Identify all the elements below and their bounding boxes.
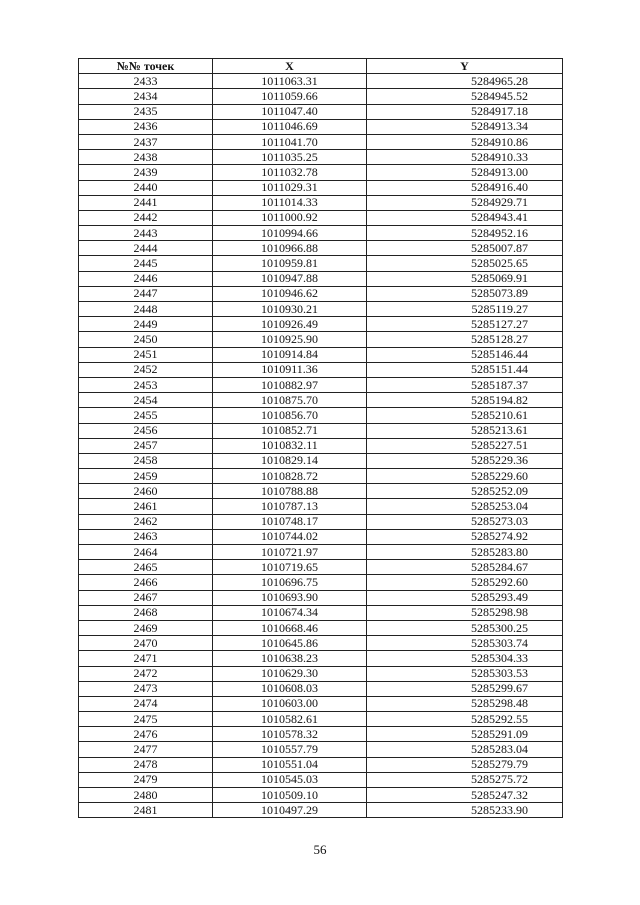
cell-x: 1010557.79 [213, 742, 367, 757]
cell-x: 1010926.49 [213, 317, 367, 332]
table-row [79, 514, 563, 529]
cell-y: 5285187.37 [367, 377, 563, 392]
cell-x: 1010829.14 [213, 453, 367, 468]
cell-point-number: 2477 [79, 742, 213, 757]
table-row [79, 347, 563, 362]
cell-point-number: 2433 [79, 74, 213, 89]
cell-y: 5285007.87 [367, 241, 563, 256]
cell-x: 1011000.92 [213, 210, 367, 225]
cell-x: 1010875.70 [213, 393, 367, 408]
cell-y: 5285273.03 [367, 514, 563, 529]
cell-y: 5285284.67 [367, 560, 563, 575]
cell-point-number: 2457 [79, 438, 213, 453]
cell-y: 5285073.89 [367, 286, 563, 301]
cell-point-number: 2462 [79, 514, 213, 529]
table-row [79, 757, 563, 772]
cell-y: 5285279.79 [367, 757, 563, 772]
header-x: X [213, 59, 367, 74]
table-row [79, 377, 563, 392]
cell-y: 5285247.32 [367, 788, 563, 803]
cell-point-number: 2435 [79, 104, 213, 119]
cell-x: 1010930.21 [213, 302, 367, 317]
cell-y: 5285300.25 [367, 620, 563, 635]
table-row [79, 423, 563, 438]
cell-x: 1010497.29 [213, 803, 367, 818]
table-row [79, 195, 563, 210]
page-number: 56 [313, 842, 327, 857]
table-row [79, 332, 563, 347]
cell-y: 5285253.04 [367, 499, 563, 514]
table-row [79, 803, 563, 818]
cell-point-number: 2440 [79, 180, 213, 195]
table-row [79, 575, 563, 590]
cell-point-number: 2438 [79, 150, 213, 165]
cell-point-number: 2476 [79, 727, 213, 742]
table-row [79, 74, 563, 89]
table-row [79, 696, 563, 711]
table-row [79, 408, 563, 423]
table-row [79, 453, 563, 468]
cell-x: 1010696.75 [213, 575, 367, 590]
cell-x: 1011046.69 [213, 119, 367, 134]
cell-y: 5285151.44 [367, 362, 563, 377]
cell-point-number: 2456 [79, 423, 213, 438]
cell-x: 1010788.88 [213, 484, 367, 499]
table-row [79, 393, 563, 408]
table-row [79, 636, 563, 651]
cell-point-number: 2480 [79, 788, 213, 803]
table-row [79, 256, 563, 271]
cell-y: 5284916.40 [367, 180, 563, 195]
cell-y: 5284910.33 [367, 150, 563, 165]
cell-y: 5285292.55 [367, 712, 563, 727]
table-row [79, 362, 563, 377]
table-row [79, 620, 563, 635]
cell-point-number: 2458 [79, 453, 213, 468]
cell-point-number: 2461 [79, 499, 213, 514]
cell-y: 5285146.44 [367, 347, 563, 362]
cell-y: 5285303.74 [367, 636, 563, 651]
table-body [79, 74, 563, 818]
cell-y: 5285213.61 [367, 423, 563, 438]
cell-point-number: 2439 [79, 165, 213, 180]
table-row [79, 119, 563, 134]
table-row [79, 605, 563, 620]
cell-x: 1010882.97 [213, 377, 367, 392]
cell-x: 1010608.03 [213, 681, 367, 696]
cell-x: 1010946.62 [213, 286, 367, 301]
cell-point-number: 2446 [79, 271, 213, 286]
cell-x: 1010787.13 [213, 499, 367, 514]
cell-y: 5285252.09 [367, 484, 563, 499]
cell-y: 5285283.80 [367, 545, 563, 560]
cell-point-number: 2481 [79, 803, 213, 818]
cell-point-number: 2463 [79, 529, 213, 544]
table-row [79, 651, 563, 666]
table-row [79, 772, 563, 787]
cell-point-number: 2474 [79, 696, 213, 711]
cell-x: 1010674.34 [213, 605, 367, 620]
cell-point-number: 2453 [79, 377, 213, 392]
cell-x: 1011035.25 [213, 150, 367, 165]
cell-x: 1010959.81 [213, 256, 367, 271]
table-row [79, 666, 563, 681]
cell-point-number: 2470 [79, 636, 213, 651]
cell-point-number: 2460 [79, 484, 213, 499]
cell-y: 5284929.71 [367, 195, 563, 210]
cell-x: 1011063.31 [213, 74, 367, 89]
cell-y: 5285227.51 [367, 438, 563, 453]
table-row [79, 560, 563, 575]
cell-point-number: 2454 [79, 393, 213, 408]
cell-x: 1010578.32 [213, 727, 367, 742]
table-row [79, 226, 563, 241]
cell-x: 1010966.88 [213, 241, 367, 256]
cell-point-number: 2471 [79, 651, 213, 666]
cell-point-number: 2475 [79, 712, 213, 727]
cell-y: 5285210.61 [367, 408, 563, 423]
cell-x: 1010852.71 [213, 423, 367, 438]
cell-x: 1011041.70 [213, 134, 367, 149]
cell-y: 5284952.16 [367, 226, 563, 241]
cell-x: 1011047.40 [213, 104, 367, 119]
cell-y: 5285298.98 [367, 605, 563, 620]
cell-y: 5285291.09 [367, 727, 563, 742]
cell-point-number: 2465 [79, 560, 213, 575]
cell-y: 5285119.27 [367, 302, 563, 317]
cell-point-number: 2469 [79, 620, 213, 635]
cell-y: 5285128.27 [367, 332, 563, 347]
cell-y: 5285299.67 [367, 681, 563, 696]
cell-point-number: 2437 [79, 134, 213, 149]
table-row [79, 302, 563, 317]
cell-x: 1011059.66 [213, 89, 367, 104]
cell-y: 5284913.34 [367, 119, 563, 134]
cell-y: 5285298.48 [367, 696, 563, 711]
table-row [79, 134, 563, 149]
cell-point-number: 2445 [79, 256, 213, 271]
cell-y: 5284910.86 [367, 134, 563, 149]
table-row [79, 104, 563, 119]
cell-point-number: 2466 [79, 575, 213, 590]
cell-point-number: 2448 [79, 302, 213, 317]
cell-x: 1010582.61 [213, 712, 367, 727]
cell-x: 1010668.46 [213, 620, 367, 635]
cell-x: 1010603.00 [213, 696, 367, 711]
table-row [79, 150, 563, 165]
table-row [79, 499, 563, 514]
cell-x: 1010914.84 [213, 347, 367, 362]
cell-y: 5284965.28 [367, 74, 563, 89]
header-row [79, 59, 563, 74]
cell-x: 1010911.36 [213, 362, 367, 377]
cell-x: 1010629.30 [213, 666, 367, 681]
table-row [79, 317, 563, 332]
table-row [79, 712, 563, 727]
cell-point-number: 2451 [79, 347, 213, 362]
cell-x: 1010545.03 [213, 772, 367, 787]
cell-y: 5285127.27 [367, 317, 563, 332]
cell-x: 1010638.23 [213, 651, 367, 666]
cell-y: 5285292.60 [367, 575, 563, 590]
cell-x: 1010693.90 [213, 590, 367, 605]
table-row [79, 89, 563, 104]
cell-x: 1010925.90 [213, 332, 367, 347]
header-y: Y [367, 59, 563, 74]
cell-y: 5285303.53 [367, 666, 563, 681]
cell-x: 1010721.97 [213, 545, 367, 560]
cell-x: 1010856.70 [213, 408, 367, 423]
cell-point-number: 2473 [79, 681, 213, 696]
table-row [79, 727, 563, 742]
header-point-number: №№ точек [79, 59, 213, 74]
cell-y: 5285194.82 [367, 393, 563, 408]
cell-x: 1010994.66 [213, 226, 367, 241]
cell-point-number: 2449 [79, 317, 213, 332]
table-header [79, 59, 563, 74]
cell-x: 1010551.04 [213, 757, 367, 772]
cell-y: 5284945.52 [367, 89, 563, 104]
cell-point-number: 2452 [79, 362, 213, 377]
cell-y: 5284917.18 [367, 104, 563, 119]
cell-y: 5285293.49 [367, 590, 563, 605]
cell-y: 5285283.04 [367, 742, 563, 757]
coordinates-table [78, 58, 563, 818]
cell-y: 5285233.90 [367, 803, 563, 818]
cell-point-number: 2443 [79, 226, 213, 241]
table-row [79, 271, 563, 286]
table-row [79, 241, 563, 256]
cell-point-number: 2434 [79, 89, 213, 104]
cell-y: 5285275.72 [367, 772, 563, 787]
cell-x: 1010744.02 [213, 529, 367, 544]
table-row [79, 469, 563, 484]
cell-x: 1010509.10 [213, 788, 367, 803]
cell-x: 1011032.78 [213, 165, 367, 180]
cell-y: 5285025.65 [367, 256, 563, 271]
cell-point-number: 2447 [79, 286, 213, 301]
cell-point-number: 2442 [79, 210, 213, 225]
table-row [79, 165, 563, 180]
table-row [79, 484, 563, 499]
cell-point-number: 2455 [79, 408, 213, 423]
table-row [79, 529, 563, 544]
cell-x: 1011029.31 [213, 180, 367, 195]
cell-point-number: 2436 [79, 119, 213, 134]
cell-point-number: 2472 [79, 666, 213, 681]
cell-y: 5285229.60 [367, 469, 563, 484]
table-row [79, 545, 563, 560]
cell-y: 5285274.92 [367, 529, 563, 544]
table-row [79, 788, 563, 803]
cell-point-number: 2468 [79, 605, 213, 620]
cell-x: 1010645.86 [213, 636, 367, 651]
cell-x: 1011014.33 [213, 195, 367, 210]
cell-point-number: 2444 [79, 241, 213, 256]
cell-y: 5284913.00 [367, 165, 563, 180]
cell-y: 5285304.33 [367, 651, 563, 666]
cell-y: 5285229.36 [367, 453, 563, 468]
table-row [79, 180, 563, 195]
cell-point-number: 2441 [79, 195, 213, 210]
cell-x: 1010947.88 [213, 271, 367, 286]
cell-y: 5284943.41 [367, 210, 563, 225]
table-row [79, 210, 563, 225]
table-row [79, 438, 563, 453]
cell-point-number: 2459 [79, 469, 213, 484]
cell-point-number: 2464 [79, 545, 213, 560]
cell-point-number: 2467 [79, 590, 213, 605]
cell-x: 1010719.65 [213, 560, 367, 575]
cell-point-number: 2478 [79, 757, 213, 772]
table-row [79, 681, 563, 696]
cell-x: 1010832.11 [213, 438, 367, 453]
cell-point-number: 2450 [79, 332, 213, 347]
table-row [79, 590, 563, 605]
cell-x: 1010748.17 [213, 514, 367, 529]
table-row [79, 286, 563, 301]
table-row [79, 742, 563, 757]
cell-point-number: 2479 [79, 772, 213, 787]
cell-y: 5285069.91 [367, 271, 563, 286]
cell-x: 1010828.72 [213, 469, 367, 484]
